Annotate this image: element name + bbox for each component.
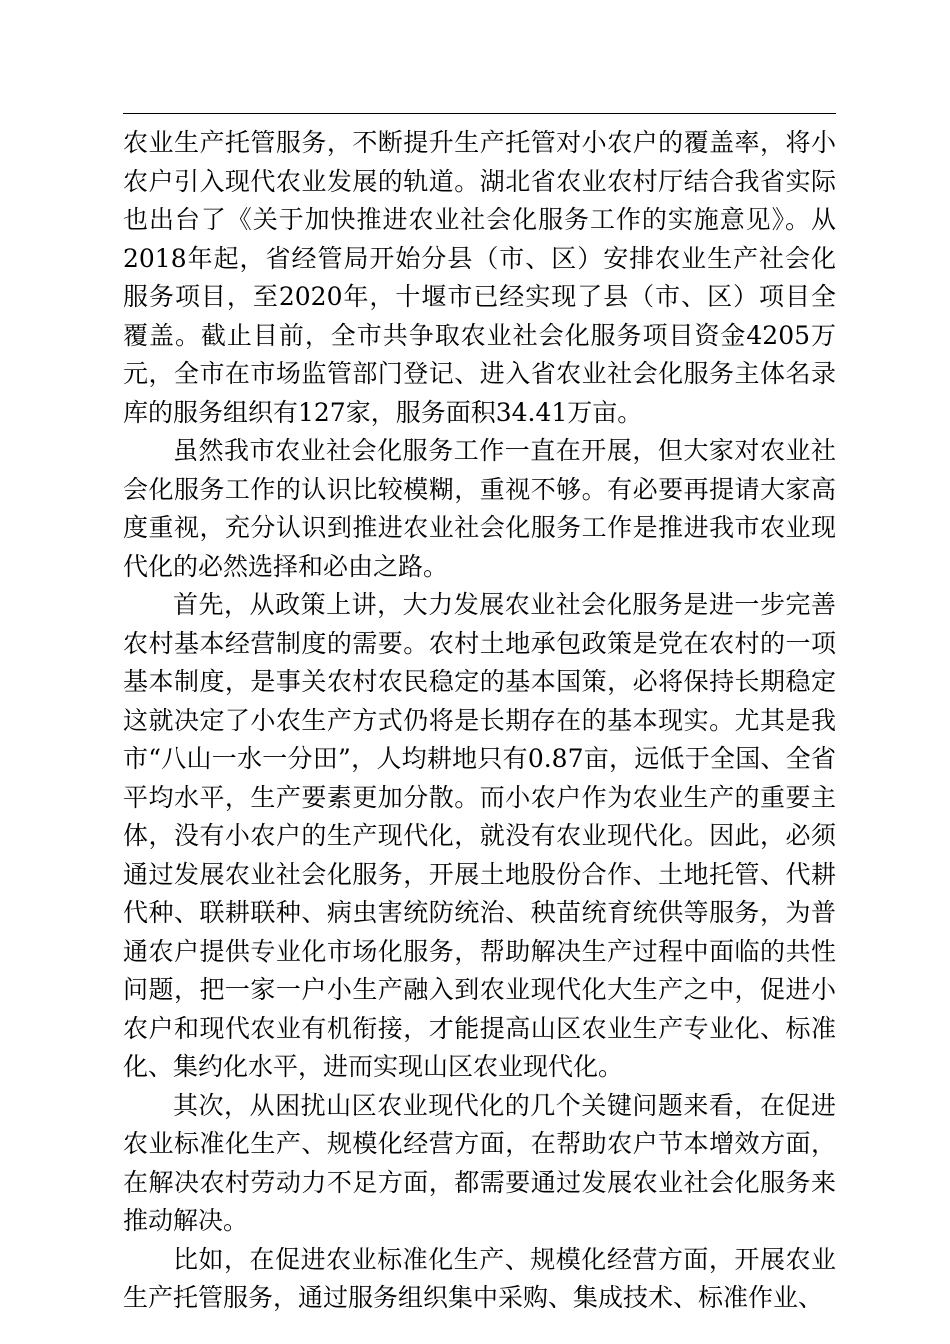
header-rule (123, 113, 836, 114)
paragraph-2: 虽然我市农业社会化服务工作一直在开展，但大家对农业社会化服务工作的认识比较模糊，重视不够。有必要再提请大家高度重视，充分认识到推进农业社会化服务工作是推进我市农业现代化的必然选择和必由之路。 (123, 436, 836, 581)
paragraph-4: 其次，从困扰山区农业现代化的几个关键问题来看，在促进农业标准化生产、规模化经营方面，在帮助农户节本增效方面，在解决农村劳动力不足方面，都需要通过发展农业社会化服务来推动解决。 (123, 1090, 836, 1235)
paragraph-1: 农业生产托管服务，不断提升生产托管对小农户的覆盖率，将小农户引入现代农业发展的轨道。湖北省农业农村厅结合我省实际也出台了《关于加快推进农业社会化服务工作的实施意见》。从2018年起，省经管局开始分县（市、区）安排农业生产社会化服务项目，至2020年，十堰市已经实现了县（市、区）项目全覆盖。截止目前，全市共争取农业社会化服务项目资金4205万元，全市在市场监管部门登记、进入省农业社会化服务主体名录库的服务组织有127家，服务面积34.41万亩。 (123, 128, 836, 427)
document-body (123, 124, 836, 1318)
paragraph-5: 比如，在促进农业标准化生产、规模化经营方面，开展农业生产托管服务，通过服务组织集中采购、集成技术、标准作业、 (123, 1244, 836, 1312)
paragraph-3: 首先，从政策上讲，大力发展农业社会化服务是进一步完善农村基本经营制度的需要。农村土地承包政策是党在农村的一项基本制度，是事关农村农民稳定的基本国策，必将保持长期稳定这就决定了小农生产方式仍将是长期存在的基本现实。尤其是我市“八山一水一分田”，人均耕地只有0.87亩，远低于全国、全省平均水平，生产要素更加分散。而小农户作为农业生产的重要主体，没有小农户的生产现代化，就没有农业现代化。因此，必须通过发展农业社会化服务，开展土地股份合作、土地托管、代耕代种、联耕联种、病虫害统防统治、秧苗统育统供等服务，为普通农户提供专业化市场化服务，帮助解决生产过程中面临的共性问题，把一家一户小生产融入到农业现代化大生产之中，促进小农户和现代农业有机衔接，才能提高山区农业生产专业化、标准化、集约化水平，进而实现山区农业现代化。 (123, 590, 836, 1081)
